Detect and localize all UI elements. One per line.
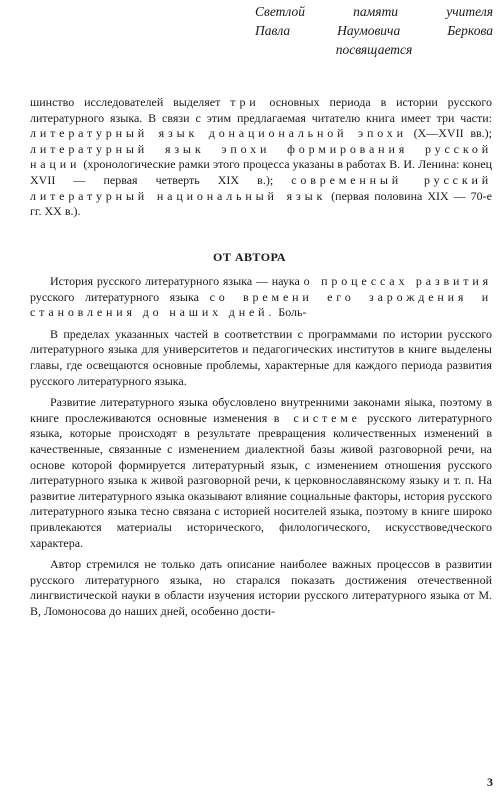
dedication-word: учителя — [446, 4, 493, 19]
paragraph-2: В пределах указанных частей в соответствии с программами по истории русского литературного языка для университетов и педагогических институтов в книге выделены главы, где освещаются основные проблемы, характерные для каждого периода развития русского литературного языка. — [30, 326, 492, 388]
dedication-word: Беркова — [447, 23, 493, 38]
summary-spaced-text: три — [230, 95, 260, 109]
paragraph-text: История русского литературного языка — наука — [50, 274, 300, 288]
dedication-word: Павла — [255, 23, 291, 38]
paragraph-text: Боль- — [278, 305, 307, 320]
dedication-line-1 — [255, 2, 493, 21]
period-2-name: литературный язык эпохи формирования русской нации — [30, 141, 492, 172]
dedication-line-3 — [255, 40, 493, 59]
section-heading: ОТ АВТОРА — [213, 250, 286, 264]
dedication-word: памяти — [353, 4, 399, 19]
summary-text: шинство исследователей выделяет — [30, 95, 221, 109]
period-3-name: современный русский литературный национальный язык — [30, 172, 493, 203]
dedication-word: посвящается — [335, 42, 413, 57]
page-number: 3 — [487, 775, 493, 789]
summary-text: основных периода в истории русского литературного языка. В связи с этим предлагаемая читателю книга имеет три части: — [30, 95, 492, 125]
paragraph-text: русского литературного языка — [30, 289, 199, 304]
paragraph-4: Автор стремился не только дать описание наиболее важных процессов в развитии русского литературного языка, но старался показать достижения отечественной лингвистической науки в области изучения истории русского литературного языка от М. В, Ломоносова до наших дней, особенно дости- — [30, 557, 492, 618]
dedication — [255, 2, 493, 59]
periods-summary — [30, 95, 492, 220]
period-1-dates: (X—XVII вв.); — [413, 126, 492, 141]
period-2-dates: (хронологические рамки этого процесса указаны в работах В. И. Ленина: конец XVII — первая четверть XIX в.); — [30, 157, 492, 187]
dedication-word: Наумовича — [337, 23, 401, 38]
dedication-word: Светлой — [255, 4, 305, 19]
preface-body — [30, 274, 492, 625]
paragraph-text: Развитие литературного языка обусловлено внутренними законами яіыка, поэтому в книге прослеживаются основные изменения — [30, 395, 492, 425]
paragraph-spaced-text: в системе — [273, 410, 361, 425]
paragraph-3 — [30, 395, 492, 551]
paragraph-spaced-text: о процессах развития — [303, 274, 492, 288]
paragraph-text: русского литературного языка, которые происходят в результате превращения количественных изменений в качественные, связанные с изменением диалектной базы живой разговорной речи, на основе которой формируется литературный язык, с изменением отношения русского литературного языка к живой разговорной речи, к церковнославянскому языку и т. п. На развитие литературного языка оказывают влияние социальные факторы, история русского литературного языка тесно связана с историей носителей языка, поэтому в книге широко привлекаются материалы исторического, филологического, искусствоведческого характера. — [30, 410, 493, 550]
paragraph-intro — [30, 274, 492, 321]
period-1-name: литературный язык донациональной эпохи — [30, 126, 407, 141]
paragraph-spaced-text: со времени его зарождения и становления до наших дней. — [30, 289, 492, 320]
period-3-dates: (первая половина XIX — 70-е гг. XX в.). — [30, 188, 492, 219]
dedication-line-2 — [255, 21, 493, 40]
